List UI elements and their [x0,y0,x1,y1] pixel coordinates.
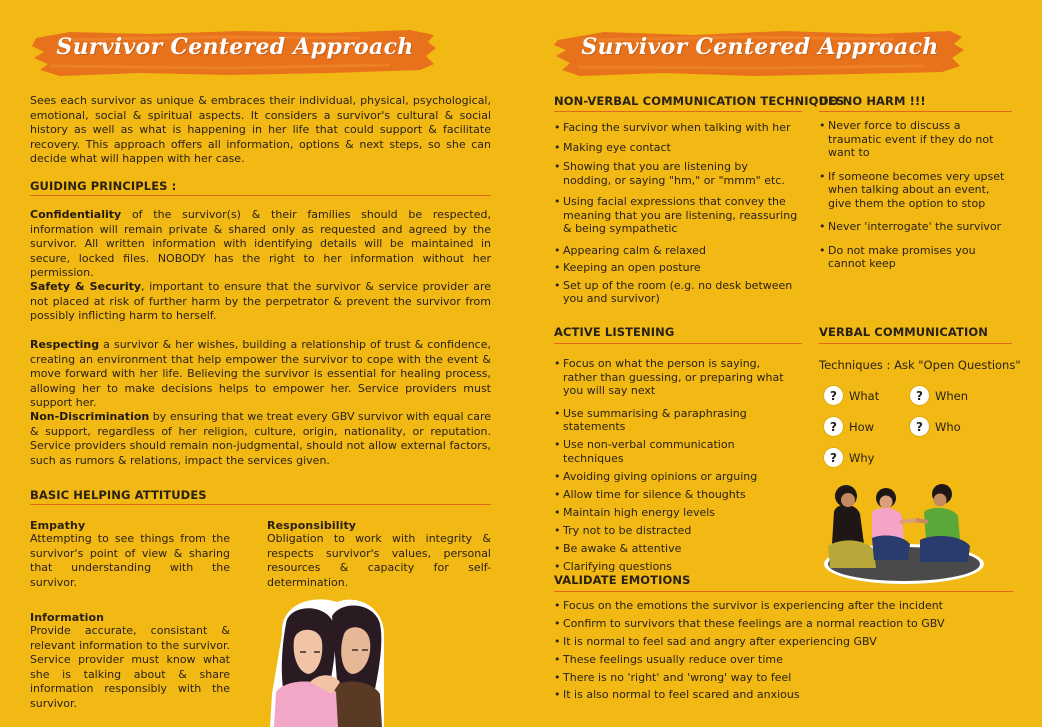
intro-paragraph: Sees each survivor as unique & embraces their individual, physical, psychological, emotional, social & spiritual aspects. It considers a survivor's cultural & social history as well as what is happening in her life that could support & facilitate recovery. This approach offers all information, options & next steps, so she can decide what will happen with her case. [30,94,491,165]
list-item: • These feelings usually reduce over time [554,653,974,667]
nonverbal-list [554,121,799,306]
question-why [824,448,874,467]
principle-respecting [30,338,491,411]
list-item: • Focus on the emotions the survivor is experiencing after the incident [554,599,974,613]
do-no-harm-heading: DO NO HARM !!! [819,94,926,108]
principle-text: of the survivor(s) & their families should be respected, information will remain private & shared only as requested and agreed by the survivor. All written information with identifying details will be maintained in secure, locked files. NOBODY has the right to her information without her permission. [30,208,491,279]
principle-term: Respecting [30,338,100,351]
principle-term: Non-Discrimination [30,410,150,423]
attitudes-rule [30,504,491,505]
do-no-harm-list [819,119,1009,271]
question-icon: ? [824,417,843,436]
empathy-block [30,519,230,590]
question-icon: ? [824,386,843,405]
information-title: Information [30,611,105,624]
principle-text: , important to ensure that the survivor & service provider are not placed at risk of further harm by the perpetrator & prevent the survivor from possibly inflicting harm to herself. [30,280,491,322]
active-listening-list [554,357,794,573]
question-label: When [935,388,969,403]
responsibility-block [267,519,491,590]
women-group-illustration [820,478,986,586]
list-item: • Use non-verbal communication techniques [554,438,794,465]
question-how [824,417,874,436]
list-item: • Clarifying questions [554,560,794,574]
nonverbal-rule [554,111,802,112]
information-text: Provide accurate, consistant & relevant information to the survivor. Service provider must know what she is talking about & share information responsibly with the survivor. [30,624,230,710]
list-item: • Avoiding giving opinions or arguing [554,470,794,484]
question-label: What [849,388,880,403]
list-item: • There is no 'right' and 'wrong' way to feel [554,671,974,685]
list-item: • Maintain high energy levels [554,506,794,520]
list-item: • Making eye contact [554,141,799,155]
question-who [910,417,961,436]
guiding-rule [30,195,491,196]
question-label: Why [849,450,875,465]
left-banner [30,26,440,80]
list-item: • Allow time for silence & thoughts [554,488,794,502]
principle-term: Safety & Security [30,280,142,293]
list-item: • Facing the survivor when talking with her [554,121,799,135]
right-banner-title: Survivor Centered Approach [581,34,939,60]
list-item: • Never force to discuss a traumatic event if they do not want to [819,119,1009,160]
empathy-title: Empathy [30,519,86,532]
principle-text: by ensuring that we treat every GBV survivor with equal care & support, regardless of her religion, culture, origin, nationality, or reputation. Service providers should remain non-judgmental, should not allow external factors, such as rumors & relations, impact the services given. [30,410,491,467]
responsibility-title: Responsibility [267,519,357,532]
helping-attitudes-heading: BASIC HELPING ATTITUDES [30,488,207,502]
responsibility-text: Obligation to work with integrity & respects survivor's values, personal resources & capacity for self-determination. [267,532,491,589]
question-when [910,386,968,405]
active-listening-rule [554,343,802,344]
list-item: • Use summarising & paraphrasing statements [554,407,794,434]
list-item: • Focus on what the person is saying, rather than guessing, or preparing what you will say next [554,357,794,398]
left-banner-title: Survivor Centered Approach [56,34,414,60]
question-label: Who [935,419,961,434]
do-no-harm-rule [819,111,1012,112]
principle-non-discrimination [30,410,491,468]
list-item: • If someone becomes very upset when talking about an event, give them the option to stop [819,170,1009,211]
list-item: • Showing that you are listening by nodding, or saying "hm," or "mmm" etc. [554,160,799,187]
verbal-communication-heading: VERBAL COMMUNICATION [819,325,988,339]
verbal-intro: Techniques : Ask "Open Questions" [819,358,1021,372]
list-item: • Appearing calm & relaxed [554,244,799,258]
list-item: • Keeping an open posture [554,261,799,275]
question-icon: ? [910,386,929,405]
list-item: • It is normal to feel sad and angry after experiencing GBV [554,635,974,649]
question-icon: ? [910,417,929,436]
list-item: • Using facial expressions that convey the meaning that you are listening, reassuring & being sympathetic [554,195,799,236]
question-icon: ? [824,448,843,467]
list-item: • Confirm to survivors that these feelings are a normal reaction to GBV [554,617,974,631]
principle-term: Confidentiality [30,208,122,221]
empathy-text: Attempting to see things from the survivor's point of view & sharing that understanding with the survivor. [30,532,230,589]
list-item: • Do not make promises you cannot keep [819,244,1009,271]
right-banner [554,26,966,80]
validate-emotions-heading: VALIDATE EMOTIONS [554,573,691,587]
question-label: How [849,419,875,434]
verbal-rule [819,343,1012,344]
information-block [30,611,230,711]
guiding-principles-heading: GUIDING PRINCIPLES : [30,179,177,193]
two-women-illustration [262,594,392,727]
list-item: • Try not to be distracted [554,524,794,538]
principle-safety [30,280,491,324]
list-item: • Never 'interrogate' the survivor [819,220,1009,234]
principle-text: a survivor & her wishes, building a relationship of trust & confidence, creating an environment that help empower the survivor to cope with the event & move forward with her life. Believing the survivor is essential for healing process, allowing her to make decisions helps to empower her. Service providers must support her. [30,338,491,409]
active-listening-heading: ACTIVE LISTENING [554,325,675,339]
validate-emotions-list [554,599,974,701]
list-item: • Set up of the room (e.g. no desk between you and survivor) [554,279,799,306]
list-item: • It is also normal to feel scared and anxious [554,688,974,702]
validate-rule [554,591,1013,592]
nonverbal-heading: NON-VERBAL COMMUNICATION TECHNIQUES [554,94,845,108]
principle-confidentiality [30,208,491,281]
question-what [824,386,879,405]
list-item: • Be awake & attentive [554,542,794,556]
